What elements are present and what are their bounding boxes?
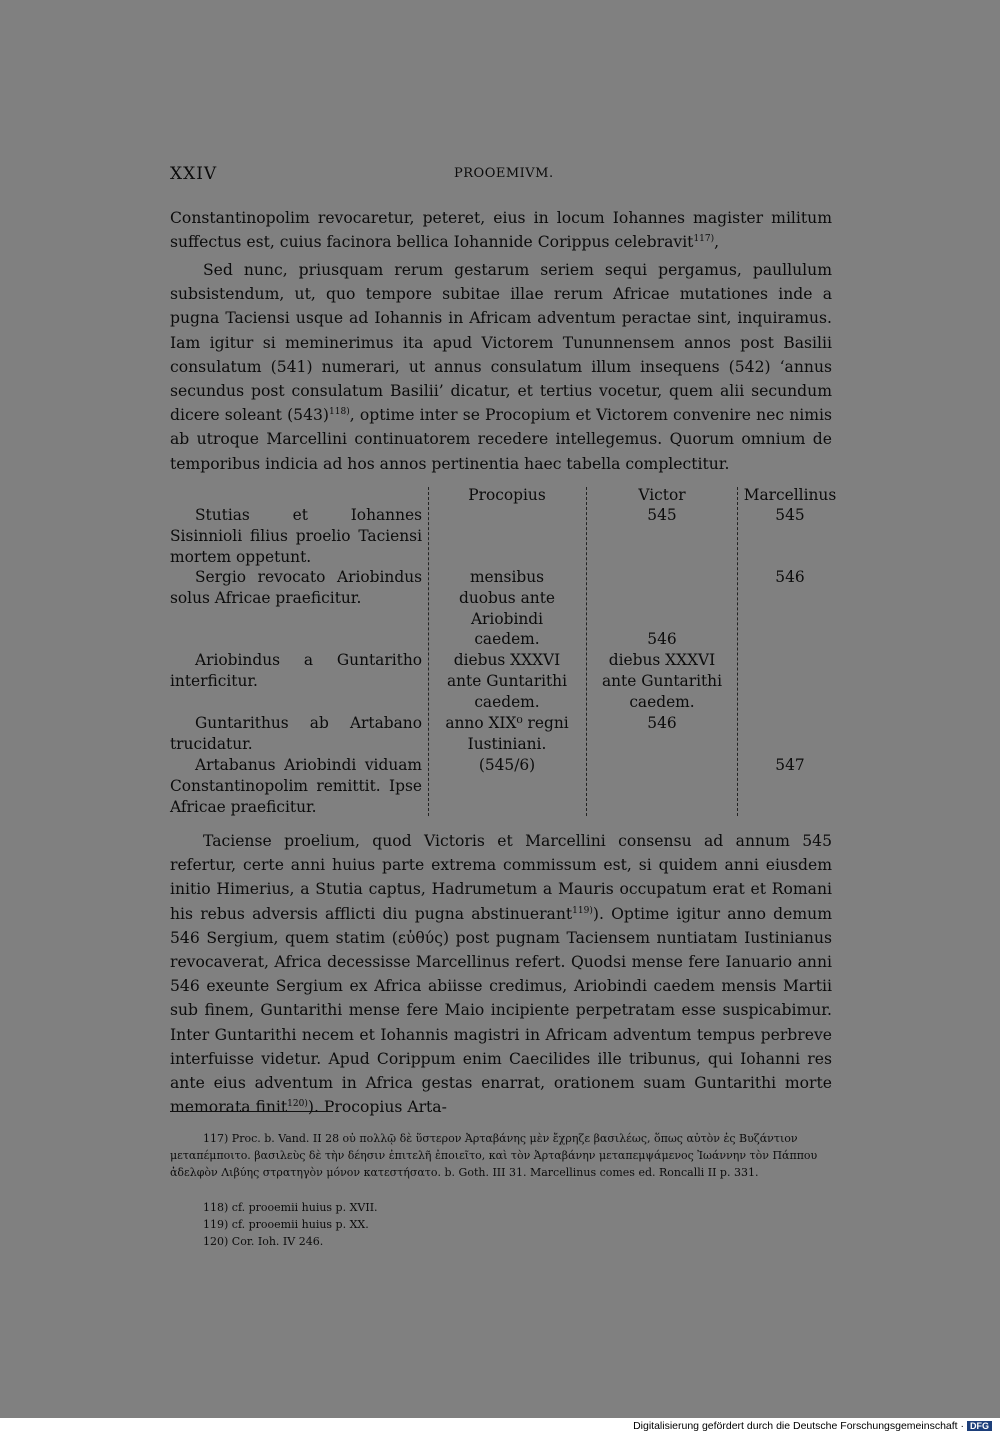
footnote-120: 120) Cor. Ioh. IV 246. (203, 1235, 324, 1248)
col-header-victor: Victor (638, 486, 686, 504)
running-title: PROOEMIVM. (454, 166, 554, 181)
table-row-event: Stutias et Iohannes Sisinnioli filius proelio Taciensi mortem oppetunt. (170, 506, 422, 566)
paragraph-1: Constantinopolim revocaretur, peteret, eius in locum Iohannes magister militum suffectus est, cuius facinora bellica Iohannide Corippus celebravit$^{117)}$, (170, 209, 832, 252)
table-cell-victor: 546 (647, 714, 677, 732)
table-cell-marcellinus: 546 (775, 568, 805, 586)
paragraph-3: Taciense proelium, quod Victoris et Marcellini consensu ad annum 545 refertur, certe anni huius parte extrema commissum est, si quidem anni eiusdem initio Himerius, a Stutia captus, Hadrumetum a Mauris occupatum erat et Romani his rebus adversis afflicti diu pugna abstinuerant$^{119)}$). Optime igitur anno demum 546 Sergium, quem statim (εὐθύς) post pugnam Taciensem nuntiatam Iustinianus revocaverat, Africa decessisse Marcellinus refert. Quodsi mense fere Ianuario anni 546 exeunte Sergium ex Africa abiisse credimus, Ariobindi caedem mensis Martii sub finem, Guntarithi mense fere Maio incipiente perpetratam esse suspicabimur. Inter Guntarithi necem et Iohannis magistri in Africam adventum tempus perbreve interfuisse videtur. Apud Corippum enim Caecilides ille tribunus, qui Iohanni res ante eius adventum in Africa gestas enarrat, orationem suam Guntarithi morte memorata finit$^{120)}$). Procopius Arta- (170, 832, 832, 1117)
table-cell-victor: 545 (647, 506, 677, 524)
footnote-117: 117) Proc. b. Vand. II 28 οὐ πολλῷ δὲ ὕστερον Ἀρταβάνης μὲν ἔχρηζε βασιλέως, ὅπως αὐτὸν ἐς Βυζάντιον μεταπέμποιτο. βασιλεὺς δὲ τὴν δέησιν ἐπιτελῆ ἐποιεῖτο, καὶ τὸν Ἀρταβάνην μεταπεμψάμενος Ἰωάννην τὸν Πάππου ἀδελφὸν Λιβύης στρατηγὸν μόνον κατεστήσατο. b. Goth. III 31. Marcellinus comes ed. Roncalli II p. 331. (170, 1132, 818, 1179)
digitization-credit: Digitalisierung gefördert durch die Deutsche Forschungsgemeinschaft · DFG (633, 1420, 992, 1432)
table-row-event: Sergio revocato Ariobindus solus Africae praeficitur. (170, 568, 422, 607)
column-divider (737, 487, 738, 816)
page-number: XXIV (170, 164, 218, 184)
table-cell-procopius: mensibus duobus ante Ariobindi caedem. (459, 568, 555, 649)
note-ref-117: 117) (693, 234, 715, 245)
table-row-event: Guntarithus ab Artabano trucidatur. (170, 714, 422, 753)
footnote-118: 118) cf. prooemii huius p. XVII. (203, 1201, 378, 1214)
table-cell-victor: diebus XXXVI ante Guntarithi caedem. (601, 651, 723, 711)
paragraph-text: Optime igitur anno demum 546 Sergium, quem statim (εὐθύς) post pugnam Taciensem nuntiatam Iustinianus revocaverat, Africa decessisse Marcellinus refert. Quodsi mense fere Ianuario anni 546 exeunte Sergium ex Africa abiisse credimus, Ariobindi caedem mensis Martii sub finem, Guntarithi mense fere Maio incipiente perpetratam esse suspicabimur. Inter Guntarithi necem et Iohannis magistri in Africam adventum tempus perbreve interfuisse videtur. Apud Corippum enim Caecilides ille tribunus, qui Iohanni res ante eius adventum in Africa gestas enarrat, orationem suam Guntarithi morte memorata finit (170, 904, 832, 1117)
column-divider (428, 487, 429, 816)
note-ref-118: 118) (329, 407, 350, 418)
footnote-119: 119) cf. prooemii huius p. XX. (203, 1218, 369, 1231)
note-ref-119: 119) (572, 905, 593, 916)
paragraph-2: Sed nunc, priusquam rerum gestarum seriem sequi pergamus, paullulum subsistendum, ut, quo tempore subitae illae rerum Africae mutationes inde a pugna Taciensi usque ad Iohannis in Africam adventum peractae sint, inquiramus. Iam igitur si meminerimus ita apud Victorem Tununnensem annos post Basilii consulatum (541) numerari, ut annus consulatum illum insequens (542) ‘annus secundus post consulatum Basilii’ dicatur, et tertius vocetur, quem alii secundum dicere soleant $(543)^{118)}$, optime inter se Procopium et Victorem convenire nec nimis ab utroque Marcellini continuatorem recedere intellegemus. Quorum omnium de temporibus indicia ad hos annos pertinentia haec tabella complectitur. (170, 261, 833, 473)
table-cell-marcellinus: 545 (775, 506, 805, 524)
paragraph-text: optime inter se Procopium et Victorem convenire nec nimis ab utroque Marcellini continuatorem recedere intellegemus. Quorum omnium de temporibus indicia ad hos annos pertinentia haec tabella complectitur. (170, 406, 833, 473)
table-cell-procopius: anno XIX⁰ regni Iustiniani. (545/6) (445, 714, 569, 774)
paragraph-text: Sed nunc, priusquam rerum gestarum seriem sequi pergamus, paullulum subsistendum, ut, quo tempore subitae illae rerum Africae mutationes inde a pugna Taciensi usque ad Iohannis in Africam adventum peractae sint, inquiramus. Iam igitur si meminerimus ita apud Victorem Tununnensem annos post Basilii consulatum (541) numerari, ut annus consulatum illum insequens (542) ‘annus secundus post consulatum Basilii’ dicatur, et tertius vocetur, quem alii secundum dicere soleant (543) (170, 261, 832, 425)
col-header-procopius: Procopius (468, 486, 546, 504)
table-row-event: Ariobindus a Guntaritho interficitur. (170, 651, 422, 690)
paragraph-text: Taciense proelium, quod Victoris et Marcellini consensu ad annum 545 refertur, certe anni huius parte extrema commissum est, si quidem anni eiusdem initio Himerius, a Stutia captus, Hadrumetum a Mauris occupatum erat et Romani his rebus adversis afflicti diu pugna abstinuerant (170, 832, 832, 923)
column-divider (586, 487, 587, 816)
table-cell-victor-year: 546 (647, 630, 677, 648)
footnote-separator (170, 1111, 333, 1112)
table-row-event: Artabanus Ariobindi viduam Constantinopolim remittit. Ipse Africae praeficitur. (170, 756, 422, 816)
table-cell-procopius: diebus XXXVI ante Guntarithi caedem. (446, 651, 568, 711)
note-ref-120: 120) (287, 1099, 308, 1110)
paragraph-text: Constantinopolim revocaretur, peteret, eius in locum Iohannes magister militum suffectus est, cuius facinora bellica Iohannide Corippus celebravit (170, 209, 832, 252)
chronology-table (170, 483, 837, 818)
paragraph-text: Procopius Arta- (323, 1098, 447, 1117)
dfg-logo: DFG (967, 1421, 992, 1431)
table-cell-marcellinus: 547 (775, 756, 805, 774)
col-header-marcellinus: Marcellinus (743, 486, 837, 504)
